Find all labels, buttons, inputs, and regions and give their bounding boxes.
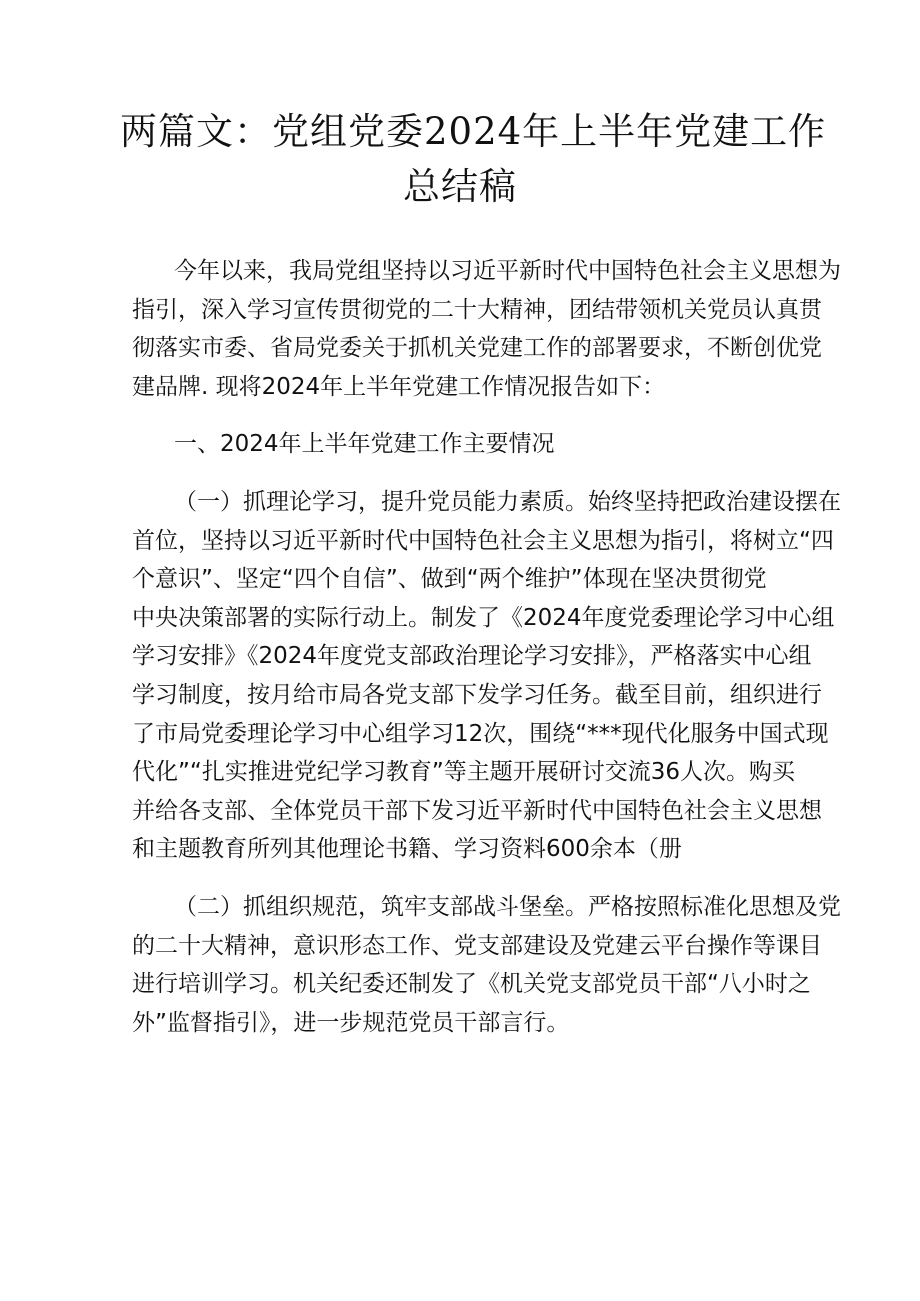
paragraph-line: （一）抓理论学习，提升党员能力素质。始终坚持把政治建设摆在 xyxy=(174,488,841,515)
paragraph-line: 外”监督指引》，进一步规范党员干部言行。 xyxy=(132,1009,570,1036)
organization-paragraph xyxy=(132,888,841,1042)
paragraph-line: （二）抓组织规范，筑牢支部战斗堡垒。严格按照标准化思想及党 xyxy=(174,893,841,920)
section-heading-text: 一、2024年上半年党建工作主要情况 xyxy=(174,431,555,458)
title-line-1: 两篇文：党组党委2024年上半年党建工作 xyxy=(120,110,827,153)
paragraph-line: 彻落实市委、省局党委关于抓机关党建工作的部署要求，不断创优党 xyxy=(132,335,822,362)
paragraph-line: 首位，坚持以习近平新时代中国特色社会主义思想为指引，将树立“四 xyxy=(132,527,834,554)
paragraph-line: 个意识”、坚定“四个自信”、做到“两个维护”体现在坚决贯彻党 xyxy=(132,566,767,593)
paragraph-line: 并给各支部、全体党员干部下发习近平新时代中国特色社会主义思想 xyxy=(132,797,822,824)
title-line-2: 总结稿 xyxy=(403,165,517,208)
paragraph-line: 建品牌. 现将2024年上半年党建工作情况报告如下： xyxy=(132,373,666,400)
paragraph-line: 进行培训学习。机关纪委还制发了《机关党支部党员干部“八小时之 xyxy=(132,971,811,998)
paragraph-line: 的二十大精神，意识形态工作、党支部建设及党建云平台操作等课目 xyxy=(132,932,822,959)
paragraph-line: 学习安排》《2024年度党支部政治理论学习安排》，严格落实中心组 xyxy=(132,643,812,670)
document-title xyxy=(120,104,827,214)
theory-study-paragraph xyxy=(132,483,841,869)
paragraph-line: 今年以来，我局党组坚持以习近平新时代中国特色社会主义思想为 xyxy=(174,258,841,284)
section-heading xyxy=(132,425,794,464)
paragraph-line: 了市局党委理论学习中心组学习12次，围绕“***现代化服务中国式现 xyxy=(132,720,829,747)
paragraph-line: 学习制度，按月给市局各党支部下发学习任务。截至目前，组织进行 xyxy=(132,681,822,708)
paragraph-line: 和主题教育所列其他理论书籍、学习资料600余本（册 xyxy=(132,836,682,863)
paragraph-line: 指引，深入学习宣传贯彻党的二十大精神，团结带领机关党员认真贯 xyxy=(132,296,822,323)
paragraph-line: 中央决策部署的实际行动上。制发了《2024年度党委理论学习中心组 xyxy=(132,604,835,631)
paragraph-line: 代化”“扎实推进党纪学习教育”等主题开展研讨交流36人次。购买 xyxy=(132,759,796,786)
intro-paragraph xyxy=(132,252,841,406)
document-body xyxy=(132,252,841,1042)
